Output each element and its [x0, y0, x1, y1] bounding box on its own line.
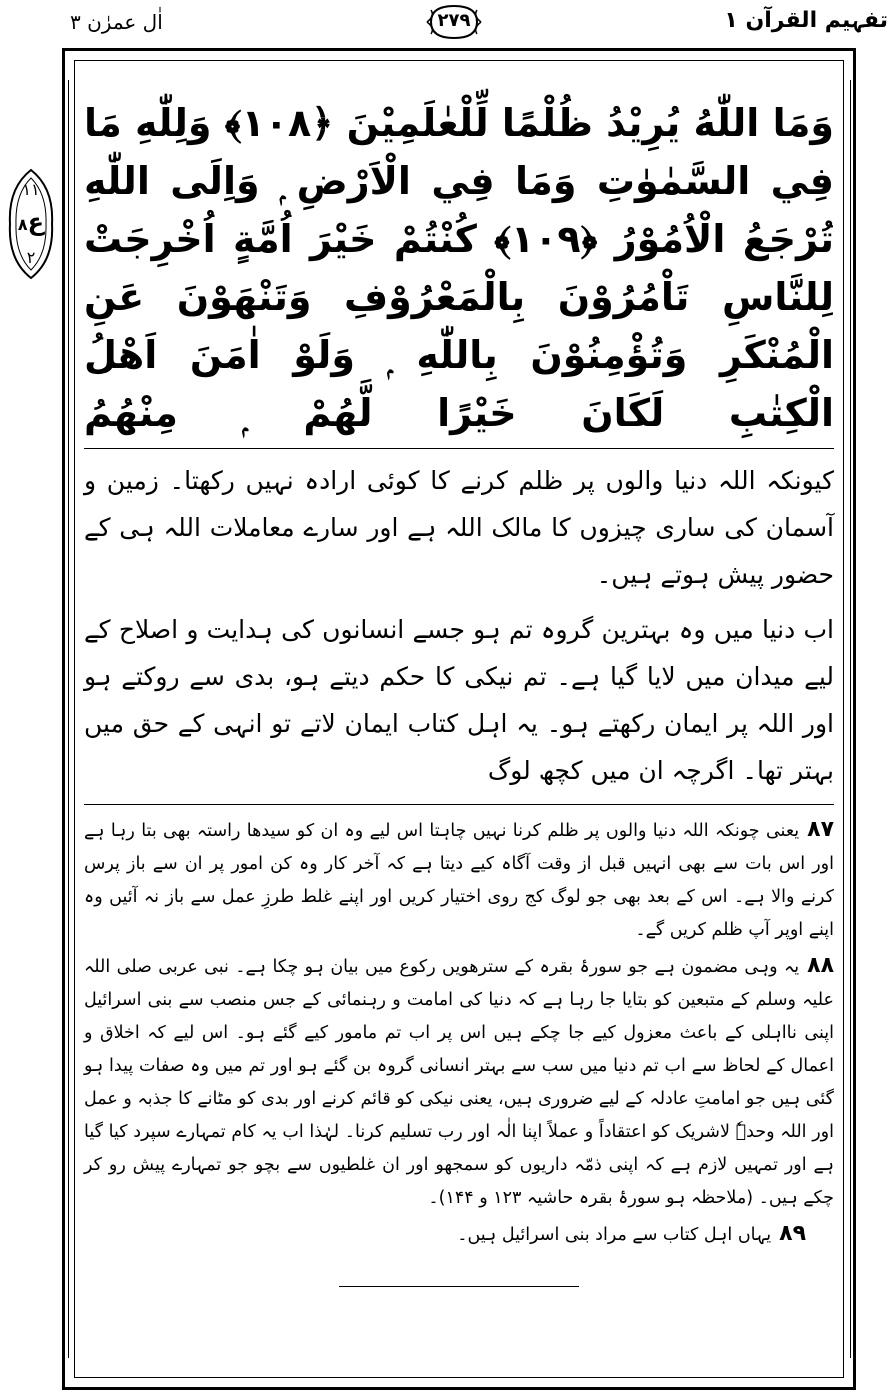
ruku-marker — [6, 168, 56, 280]
footnote-number: ۸۷ — [807, 817, 834, 842]
ruku-symbol: ع۸ — [17, 208, 45, 236]
footnote-87 — [84, 813, 834, 947]
book-title: تفہیم القرآن ۱ — [724, 8, 888, 33]
verse-divider — [84, 448, 834, 449]
surah-name: اٰل عمرٰن ۳ — [70, 10, 163, 34]
page-number-badge — [425, 2, 483, 42]
page-number: ۲۷۹ — [437, 10, 471, 31]
translation-paragraph: کیونکہ اللہ دنیا والوں پر ظلم کرنے کا کوئی ارادہ نہیں رکھتا۔ زمین و آسمان کی ساری چیزوں کا مالک اللہ ہے اور سارے معاملات اللہ ہی کے حضور پیش ہوتے ہیں۔ — [84, 466, 834, 589]
footnote-text: یعنی چونکہ اللہ دنیا والوں پر ظلم کرنا نہیں چاہتا اس لیے وہ ان کو سیدھا راستہ بھی بتا رہا ہے اور اس بات سے بھی انہیں قبل از وقت آگاہ کیے دیتا ہے کہ آخر کار وہ کن امور پر ان سے باز پرس کرنے والا ہے۔ اس کے بعد بھی جو لوگ کج روی اختیار کریں اور اپنے غلط طرزِ عمل سے باز نہ آئیں وہ اپنے اوپر آپ ظلم کریں گے۔ — [84, 821, 834, 940]
page-content — [84, 70, 834, 1287]
footnote-88 — [84, 949, 834, 1215]
translation-divider — [84, 804, 834, 805]
left-pillar-ornament — [64, 60, 74, 1378]
footnote-text: یہ وہی مضمون ہے جو سورۂ بقرہ کے سترھویں رکوع میں بیان ہو چکا ہے۔ نبی عربی صلی اللہ علیہ وسلم کے متبعین کو بتایا جا رہا ہے کہ دنیا کی امامت و رہنمائی کے جس منصب سے بنی اسرائیل اپنی نااہلی کے باعث معزول کیے جا چکے ہیں اس پر اب تم مامور کیے گئے ہو۔ اس لیے کہ اخلاق و اعمال کے لحاظ سے اب تم دنیا میں سب سے بہتر انسانی گروہ بن گئے ہو اور تم میں وہ صفات پیدا ہو گئی ہیں جو امامتِ عادلہ کے لیے ضروری ہیں، یعنی نیکی کو قائم کرنے اور بدی کو مٹانے کا جذبہ و عمل اور اللہ وحدہٗ لاشریک کو اعتقاداً و عملاً اپنا الٰہ اور رب تسلیم کرنا۔ لہٰذا اب یہ کام تمہارے سپرد کیا گیا ہے اور تمہیں لازم ہے کہ اپنی ذمّہ داریوں کو سمجھو اور ان غلطیوں سے بچو جو تمہارے پیش رو کر چکے ہیں۔ (ملاحظہ ہو سورۂ بقرہ حاشیہ ۱۲۳ و ۱۴۴)۔ — [84, 957, 834, 1208]
footnote-text: یہاں اہل کتاب سے مراد بنی اسرائیل ہیں۔ — [457, 1225, 772, 1245]
ruku-number-top: ۱۱ — [22, 180, 40, 199]
footnote-89 — [84, 1217, 834, 1252]
page-header — [0, 0, 896, 52]
urdu-translation — [84, 457, 834, 794]
footnote-number: ۸۸ — [807, 953, 834, 978]
footnote-number: ۸۹ — [779, 1221, 806, 1246]
ruku-number-bottom: ۲ — [26, 248, 36, 267]
footnotes — [84, 813, 834, 1252]
page-end-rule — [339, 1286, 579, 1287]
translation-paragraph: اب دنیا میں وہ بہترین گروہ تم ہو جسے انسانوں کی ہدایت و اصلاح کے لیے میدان میں لایا گیا ہے۔ تم نیکی کا حکم دیتے ہو، بدی سے روکتے ہو اور اللہ پر ایمان رکھتے ہو۔ یہ اہل کتاب ایمان لاتے تو انہی کے حق میں بہتر تھا۔ اگرچہ ان میں کچھ لوگ — [84, 615, 834, 785]
right-pillar-ornament — [846, 60, 856, 1378]
arabic-verse-text: وَمَا اللّٰهُ يُرِيْدُ ظُلْمًا لِّلْعٰلَمِيْنَ ﴿۱۰۸﴾ وَلِلّٰهِ مَا فِي السَّمٰوٰتِ وَمَا فِي الْاَرْضِ ۭ وَاِلَى اللّٰهِ تُرْجَعُ الْاُمُوْرُ ﴿۱۰۹﴾ كُنْتُمْ خَيْرَ اُمَّةٍ اُخْرِجَتْ لِلنَّاسِ تَاْمُرُوْنَ بِالْمَعْرُوْفِ وَتَنْهَوْنَ عَنِ الْمُنْكَرِ وَتُؤْمِنُوْنَ بِاللّٰهِ ۭ وَلَوْ اٰمَنَ اَهْلُ الْكِتٰبِ لَكَانَ خَيْرًا لَّھُمْ ۭ مِنْھُمُ — [84, 101, 834, 435]
